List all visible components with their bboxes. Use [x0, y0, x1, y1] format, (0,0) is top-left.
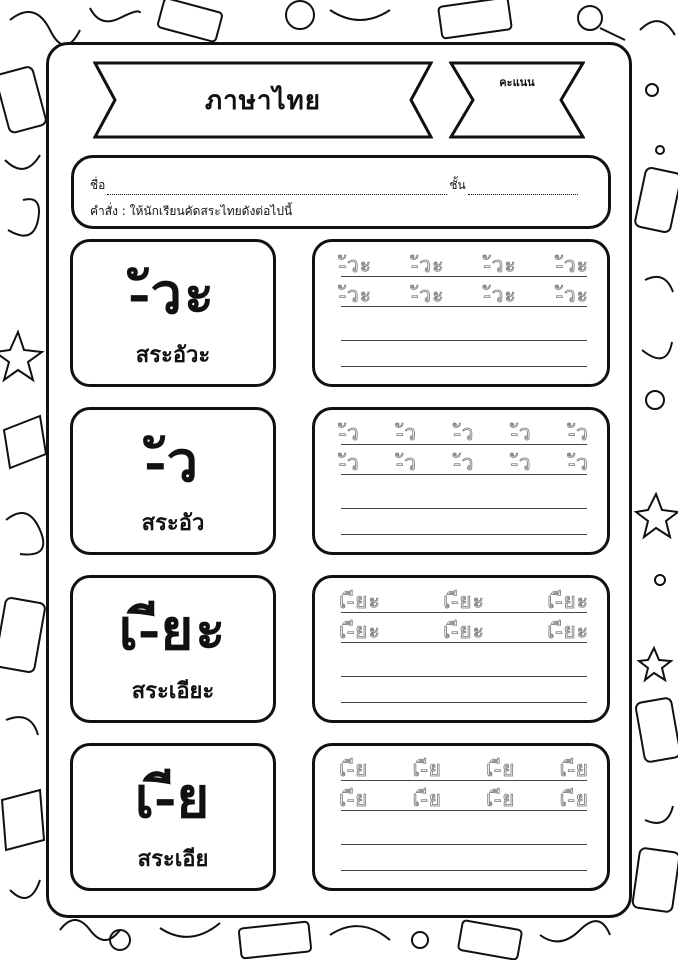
- vowel-name: สระเอียะ: [131, 679, 215, 704]
- practice-card[interactable]: [312, 575, 610, 723]
- trace-glyph: -ัวะ: [411, 253, 445, 277]
- trace-glyph: -ัว: [453, 421, 475, 445]
- trace-glyph: -ัว: [453, 451, 475, 475]
- trace-glyph: เ-ีย: [412, 787, 442, 811]
- vowel-card: [70, 407, 276, 555]
- writing-line: [341, 702, 587, 703]
- trace-glyph: -ัวะ: [555, 283, 589, 307]
- trace-glyph: -ัวะ: [411, 283, 445, 307]
- writing-line: [341, 844, 587, 845]
- writing-line: [341, 340, 587, 341]
- writing-line: [341, 676, 587, 677]
- trace-glyph: เ-ียะ: [339, 619, 381, 643]
- name-row: [90, 176, 595, 195]
- trace-row: [339, 280, 589, 308]
- trace-glyph: เ-ียะ: [547, 619, 589, 643]
- trace-row: [339, 448, 589, 476]
- trace-glyph: -ัว: [568, 421, 589, 445]
- trace-glyph: -ัว: [510, 421, 532, 445]
- vowel-name: สระอัวะ: [135, 343, 211, 368]
- trace-glyph: -ัว: [396, 451, 418, 475]
- trace-row: [339, 250, 589, 278]
- trace-glyph: เ-ีย: [559, 787, 589, 811]
- vowel-name: สระเอีย: [137, 847, 209, 872]
- trace-glyph: -ัว: [568, 451, 589, 475]
- name-field[interactable]: [107, 182, 447, 195]
- trace-glyph: เ-ียะ: [339, 589, 381, 613]
- writing-line: [341, 508, 587, 509]
- trace-glyph: เ-ีย: [486, 757, 516, 781]
- trace-glyph: เ-ียะ: [443, 619, 485, 643]
- trace-glyph: เ-ีย: [559, 757, 589, 781]
- trace-glyph: -ัวะ: [339, 283, 373, 307]
- vowel-glyph: เ-ียะ: [118, 598, 228, 663]
- practice-card[interactable]: [312, 407, 610, 555]
- vowel-card: [70, 743, 276, 891]
- vowel-card: [70, 239, 276, 387]
- vowel-name: สระอัว: [141, 511, 205, 536]
- trace-glyph: เ-ียะ: [547, 589, 589, 613]
- name-label: ชื่อ: [90, 178, 106, 192]
- trace-glyph: เ-ีย: [412, 757, 442, 781]
- trace-row: [339, 754, 589, 782]
- trace-glyph: -ัว: [510, 451, 532, 475]
- student-info-box: [71, 155, 611, 229]
- instruction-text: คำสั่ง : ให้นักเรียนคัดสระไทยดังต่อไปนี้: [90, 204, 293, 218]
- score-banner: [449, 61, 585, 139]
- trace-glyph: -ัว: [339, 451, 360, 475]
- writing-line: [341, 366, 587, 367]
- vowel-glyph: -ัว: [145, 430, 201, 495]
- practice-card[interactable]: [312, 239, 610, 387]
- trace-glyph: -ัวะ: [483, 283, 517, 307]
- trace-row: [339, 784, 589, 812]
- trace-glyph: -ัว: [396, 421, 418, 445]
- vowel-card: [70, 575, 276, 723]
- trace-row: [339, 616, 589, 644]
- trace-row: [339, 586, 589, 614]
- trace-glyph: -ัว: [339, 421, 360, 445]
- worksheet-frame: [46, 42, 632, 918]
- vowel-glyph: -ัวะ: [129, 262, 217, 327]
- trace-row: [339, 418, 589, 446]
- practice-card[interactable]: [312, 743, 610, 891]
- vowel-glyph: เ-ีย: [134, 766, 212, 831]
- trace-glyph: เ-ีย: [339, 787, 369, 811]
- trace-glyph: เ-ีย: [486, 787, 516, 811]
- page-title: ภาษาไทย: [205, 85, 321, 116]
- trace-glyph: เ-ียะ: [443, 589, 485, 613]
- writing-line: [341, 534, 587, 535]
- score-label: คะแนน: [499, 76, 535, 89]
- class-label: ชั้น: [449, 178, 466, 192]
- class-field[interactable]: [468, 182, 578, 195]
- title-banner: [93, 61, 433, 139]
- writing-line: [341, 870, 587, 871]
- trace-glyph: -ัวะ: [555, 253, 589, 277]
- trace-glyph: -ัวะ: [483, 253, 517, 277]
- trace-glyph: -ัวะ: [339, 253, 373, 277]
- trace-glyph: เ-ีย: [339, 757, 369, 781]
